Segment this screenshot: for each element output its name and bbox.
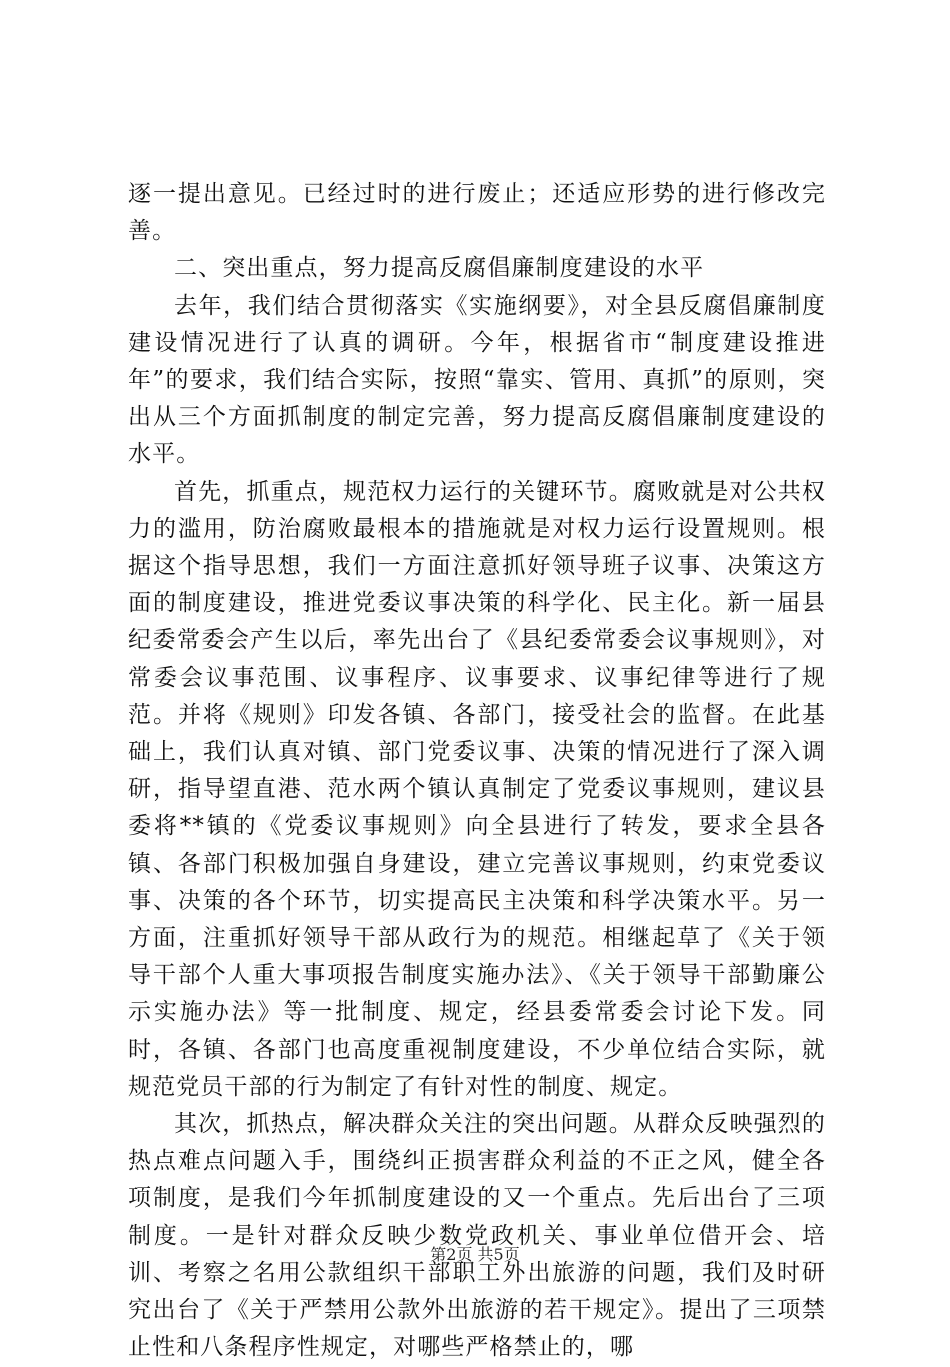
document-body (128, 176, 826, 1367)
paragraph-1: 逐一提出意见。已经过时的进行废止；还适应形势的进行修改完善。 (128, 181, 826, 245)
paragraph-4: 首先，抓重点，规范权力运行的关键环节。腐败就是对公共权力的滥用，防治腐败最根本的措施就是对权力运行设置规则。根据这个指导思想，我们一方面注意抓好领导班子议事、决策这方面的制度建设，推进党委议事决策的科学化、民主化。新一届县纪委常委会产生以后，率先出台了《县纪委常委会议事规则》，对常委会议事范围、议事程序、议事要求、议事纪律等进行了规范。并将《规则》印发各镇、各部门，接受社会的监督。在此基础上，我们认真对镇、部门党委议事、决策的情况进行了深入调研，指导望直港、范水两个镇认真制定了党委议事规则，建议县委将**镇的《党委议事规则》向全县进行了转发，要求全县各镇、各部门积极加强自身建设，建立完善议事规则，约束党委议事、决策的各个环节，切实提高民主决策和科学决策水平。另一方面，注重抓好领导干部从政行为的规范。相继起草了《关于领导干部个人重大事项报告制度实施办法》、《关于领导干部勤廉公示实施办法》等一批制度、规定，经县委常委会讨论下发。同时，各镇、各部门也高度重视制度建设，不少单位结合实际，就规范党员干部的行为制定了有针对性的制度、规定。 (128, 478, 826, 1100)
paragraph-3: 去年，我们结合贯彻落实《实施纲要》，对全县反腐倡廉制度建设情况进行了认真的调研。今年，根据省市“制度建设推进年”的要求，我们结合实际，按照“靠实、管用、真抓”的原则，突出从三个方面抓制度的制定完善，努力提高反腐倡廉制度建设的水平。 (128, 292, 826, 468)
page-number-footer: 第2页 共5页 (430, 1245, 520, 1264)
section-heading: 二、突出重点，努力提高反腐倡廉制度建设的水平 (174, 255, 705, 282)
paragraph-5: 其次，抓热点，解决群众关注的突出问题。从群众反映强烈的热点难点问题入手，围绕纠正损害群众利益的不正之风，健全各项制度，是我们今年抓制度建设的又一个重点。先后出台了三项制度。一是针对群众反映少数党政机关、事业单位借开会、培训、考察之名用公款组织干部职工外出旅游的问题，我们及时研究出台了《关于严禁用公款外出旅游的若干规定》。提出了三项禁止性和八条程序性规定，对哪些严格禁止的，哪 (128, 1111, 826, 1361)
